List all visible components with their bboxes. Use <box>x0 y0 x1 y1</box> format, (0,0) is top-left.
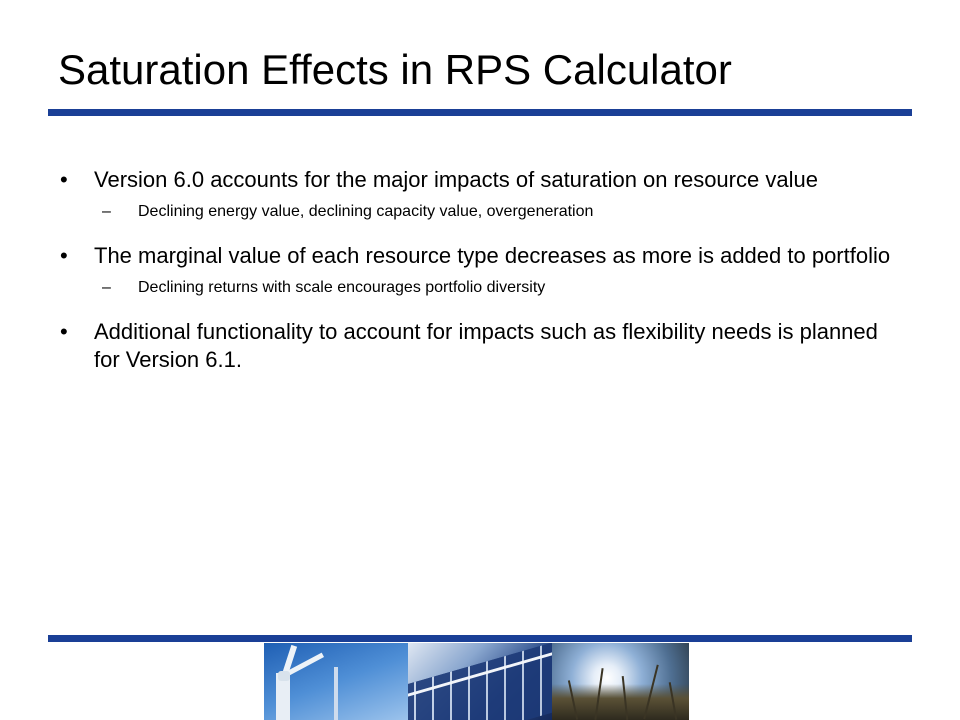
bullet-text: Additional functionality to account for impacts such as flexibility needs is planned for Version 6.1. <box>94 319 878 372</box>
slide-content <box>60 166 900 374</box>
bullet-dot: • <box>60 243 68 268</box>
footer-rule <box>48 635 912 642</box>
title-rule <box>48 109 912 116</box>
wind-turbine-photo <box>264 643 408 720</box>
sub-dash: – <box>102 279 111 296</box>
slide-title: Saturation Effects in RPS Calculator <box>58 46 732 93</box>
sub-bullet-1 <box>60 202 900 222</box>
sub-bullet-text: Declining energy value, declining capacity value, overgeneration <box>138 203 594 220</box>
sunlit-grass-photo <box>552 643 689 720</box>
bullet-dot: • <box>60 319 68 344</box>
sub-bullet-2 <box>60 278 900 298</box>
bullet-3 <box>60 318 900 374</box>
bullet-1 <box>60 166 900 194</box>
bullet-text: Version 6.0 accounts for the major impacts of saturation on resource value <box>94 167 818 192</box>
bullet-dot: • <box>60 167 68 192</box>
bullet-text: The marginal value of each resource type decreases as more is added to portfolio <box>94 243 891 268</box>
footer-photo-strip <box>264 643 689 720</box>
solar-panel-photo <box>408 643 552 720</box>
bullet-2 <box>60 242 900 270</box>
sub-bullet-text: Declining returns with scale encourages portfolio diversity <box>138 279 546 296</box>
sub-dash: – <box>102 203 111 220</box>
